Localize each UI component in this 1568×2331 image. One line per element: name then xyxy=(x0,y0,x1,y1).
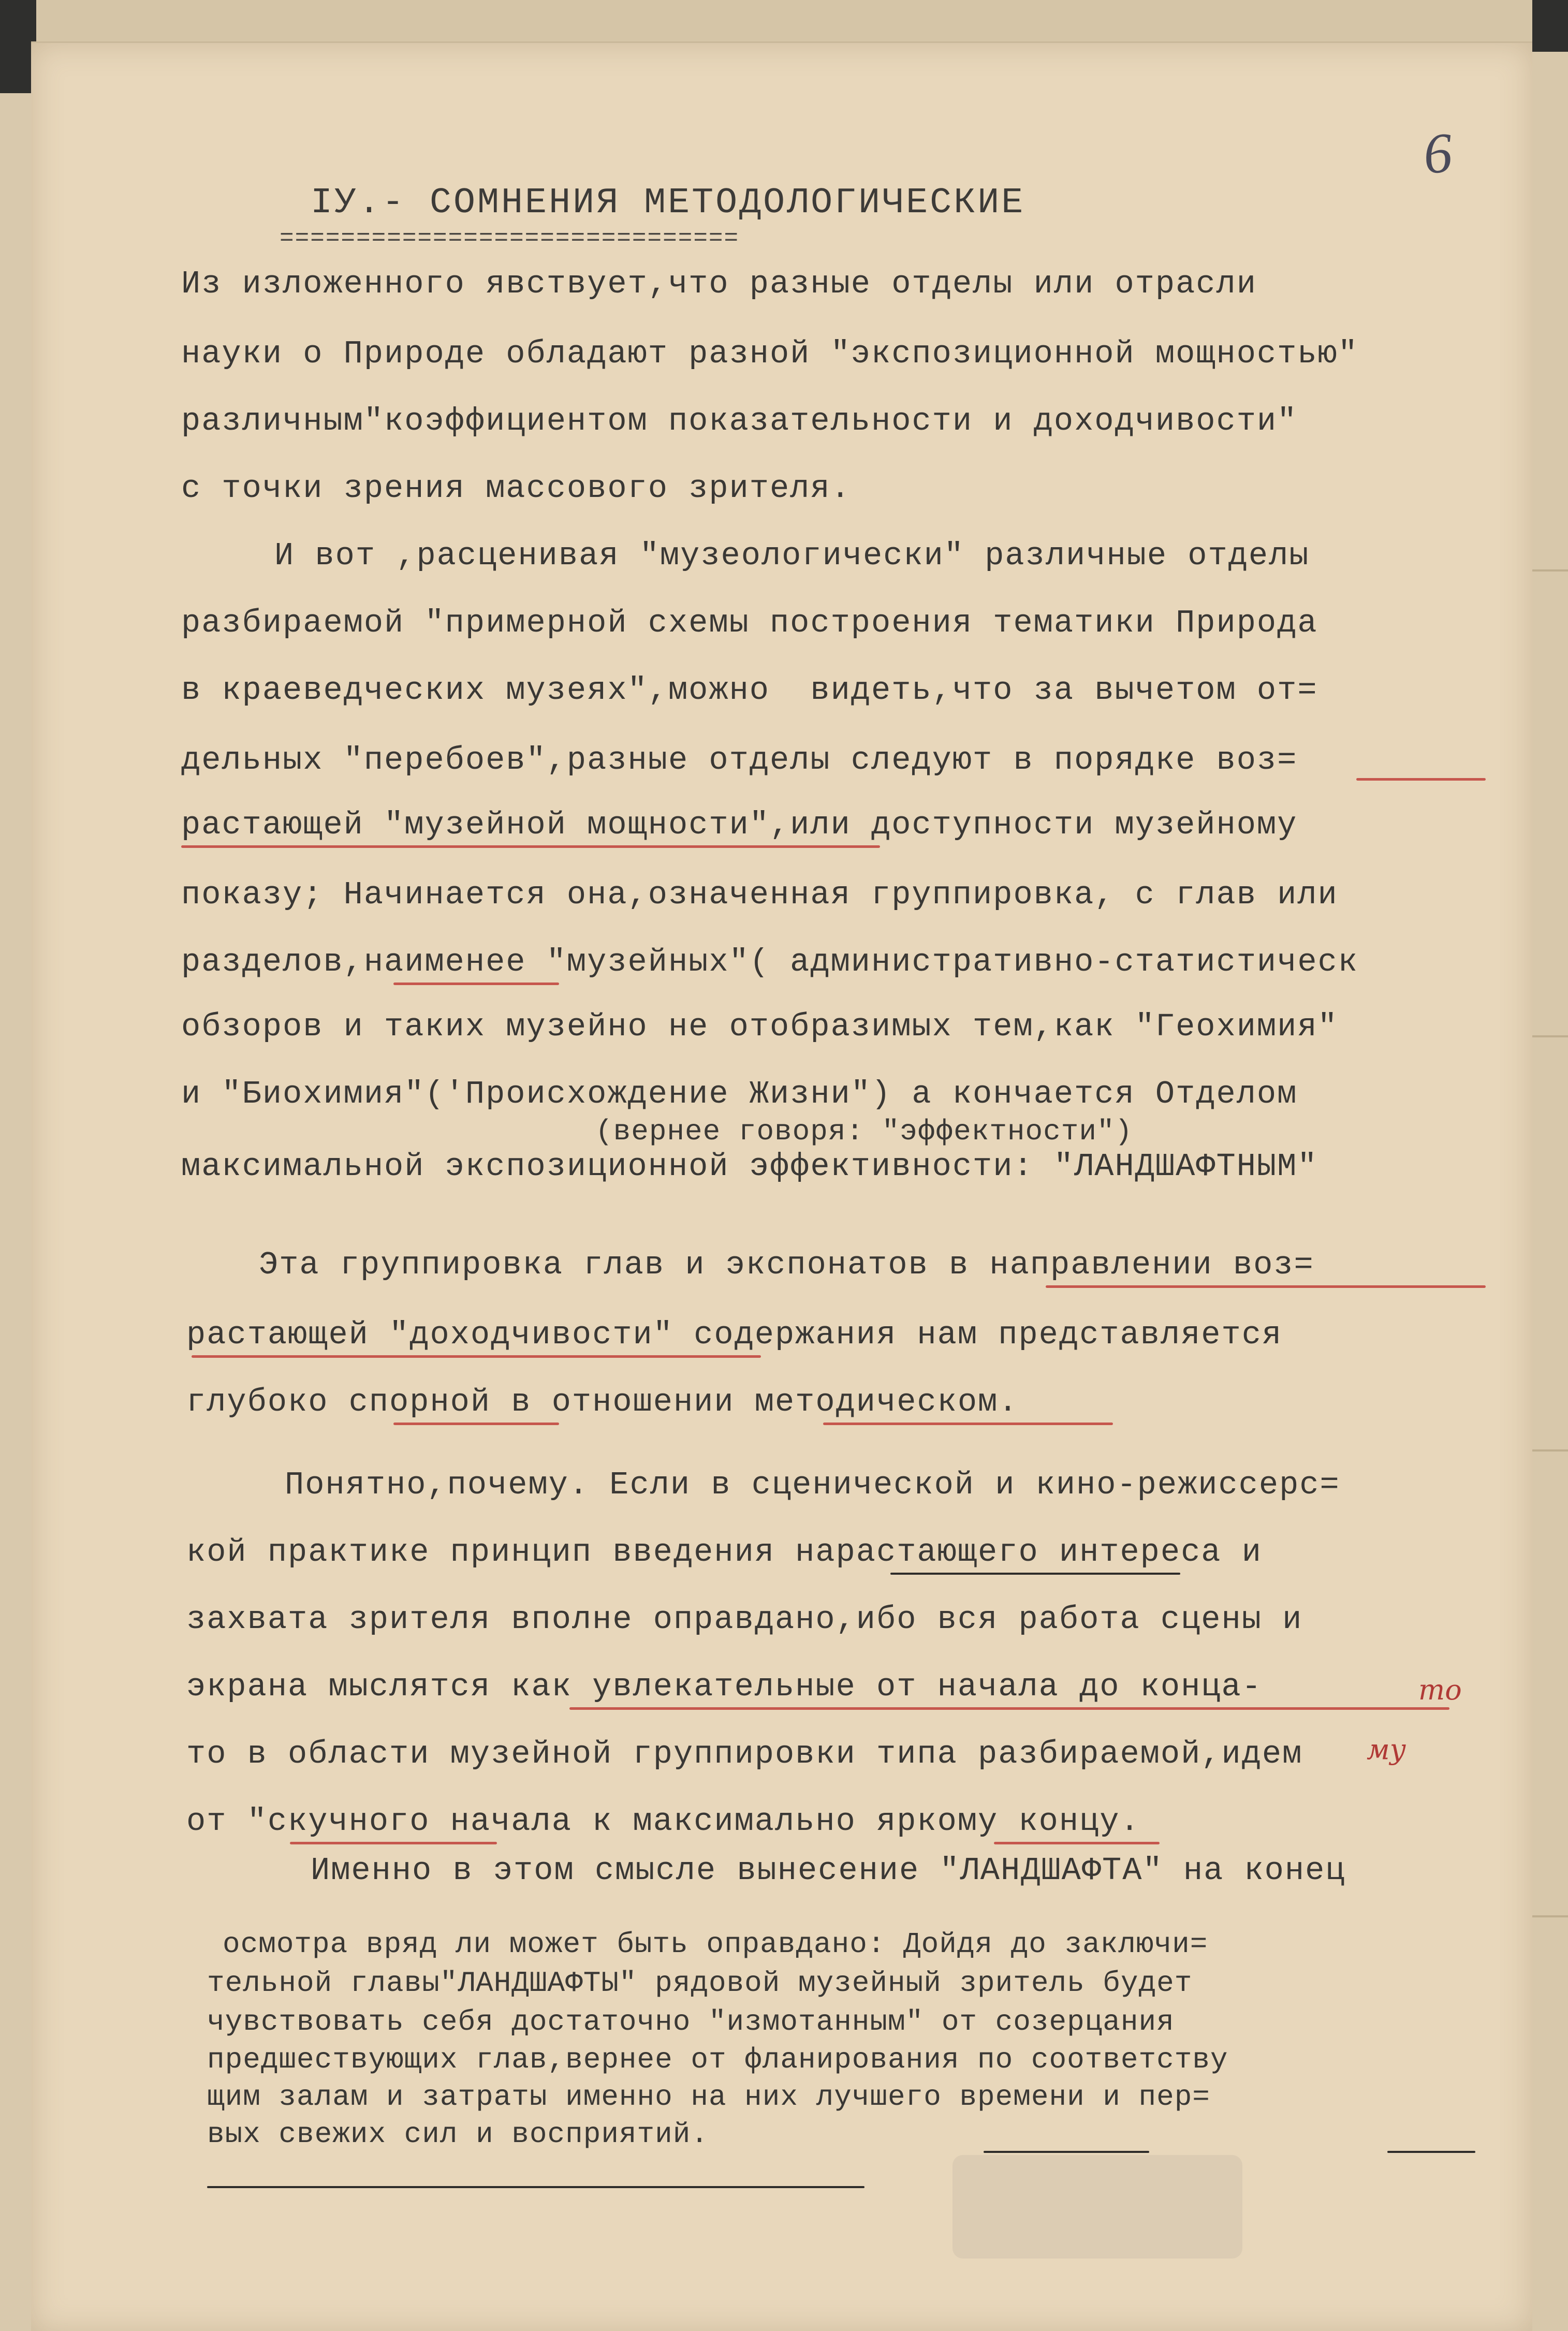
text-line: тельной главы"ЛАНДШАФТЫ" рядовой музейный зритель будет xyxy=(207,1967,1193,2000)
text-line: дельных "перебоев",разные отделы следуют в порядке воз= xyxy=(181,742,1298,779)
red-underline xyxy=(994,1842,1160,1844)
red-underline xyxy=(1046,1285,1486,1288)
text-line-interlinear: (вернее говоря: "эффектности") xyxy=(595,1115,1133,1148)
text-line: И вот ,расценивая "музеологически" различные отделы xyxy=(274,537,1310,574)
heading-underline: ============================== xyxy=(280,225,740,252)
text-line: предшествующих глав,вернее от фланирования по соответству xyxy=(207,2043,1228,2076)
text-line: обзоров и таких музейно не отобразимых тем,как "Геохимия" xyxy=(181,1008,1338,1045)
red-underline xyxy=(192,1355,761,1358)
text-line: и "Биохимия"('Происхождение Жизни") а кончается Отделом xyxy=(181,1076,1298,1112)
stamp-smudge xyxy=(952,2155,1242,2259)
text-line: осмотра вряд ли может быть оправдано: Дойдя до заключи= xyxy=(223,1928,1208,1961)
text-line: науки о Природе обладают разной "экспозиционной мощностью" xyxy=(181,335,1358,372)
text-line: глубоко спорной в отношении методическом. xyxy=(186,1384,1019,1420)
red-underline xyxy=(393,983,559,985)
text-line: разделов,наименее "музейных"( административно-статистическ xyxy=(181,944,1358,980)
ink-underline xyxy=(1387,2151,1475,2153)
red-underline xyxy=(393,1423,559,1425)
text-line: Именно в этом смысле вынесение "ЛАНДШАФТА" на конец xyxy=(311,1852,1346,1889)
text-line: в краеведческих музеях",можно видеть,что за вычетом от= xyxy=(181,672,1318,709)
text-line: щим залам и затраты именно на них лучшего времени и пер= xyxy=(207,2080,1210,2114)
text-line: с точки зрения массового зрителя. xyxy=(181,470,851,507)
text-line: показу; Начинается она,означенная группировка, с глав или xyxy=(181,876,1338,913)
section-heading: IУ.- СОМНЕНИЯ МЕТОДОЛОГИЧЕСКИЕ xyxy=(311,183,1025,224)
red-underline xyxy=(823,1423,1113,1425)
red-underline xyxy=(181,845,880,848)
page-number: 6 xyxy=(1421,121,1455,186)
text-line: кой практике принцип введения нарастающего интереса и xyxy=(186,1534,1262,1571)
text-line: растающей "доходчивости" содержания нам представляется xyxy=(186,1316,1283,1353)
text-line: экрана мыслятся как увлекательные от начала до конца- xyxy=(186,1668,1262,1705)
handwritten-note: то xyxy=(1418,1674,1462,1706)
text-line: разбираемой "примерной схемы построения тематики Природа xyxy=(181,605,1318,641)
ink-underline xyxy=(207,2186,864,2188)
text-line: захвата зрителя вполне оправдано,ибо вся работа сцены и xyxy=(186,1601,1303,1638)
red-underline xyxy=(290,1842,497,1844)
red-underline xyxy=(1356,778,1486,781)
text-line: вых свежих сил и восприятий. xyxy=(207,2118,709,2151)
red-underline xyxy=(569,1707,1449,1710)
ink-underline xyxy=(984,2151,1149,2153)
text-line: чувствовать себя достаточно "измотанным" от созерцания xyxy=(207,2005,1175,2039)
typewritten-page xyxy=(31,41,1532,2331)
text-line: максимальной экспозиционной эффективности: "ЛАНДШАФТНЫМ" xyxy=(181,1148,1318,1185)
text-line: Из изложенного явствует,что разные отделы или отрасли xyxy=(181,266,1257,302)
text-line: от "скучного начала к максимально яркому концу. xyxy=(186,1803,1140,1840)
text-line: различным"коэффициентом показательности и доходчивости" xyxy=(181,403,1298,439)
text-line: Эта группировка глав и экспонатов в направлении воз= xyxy=(259,1247,1314,1283)
text-line: растающей "музейной мощности",или доступности музейному xyxy=(181,807,1298,843)
text-line: то в области музейной группировки типа разбираемой,идем xyxy=(186,1736,1303,1772)
text-line: Понятно,почему. Если в сценической и кино-режиссерс= xyxy=(285,1467,1340,1503)
handwritten-note: му xyxy=(1367,1733,1406,1766)
ink-underline xyxy=(890,1573,1180,1575)
